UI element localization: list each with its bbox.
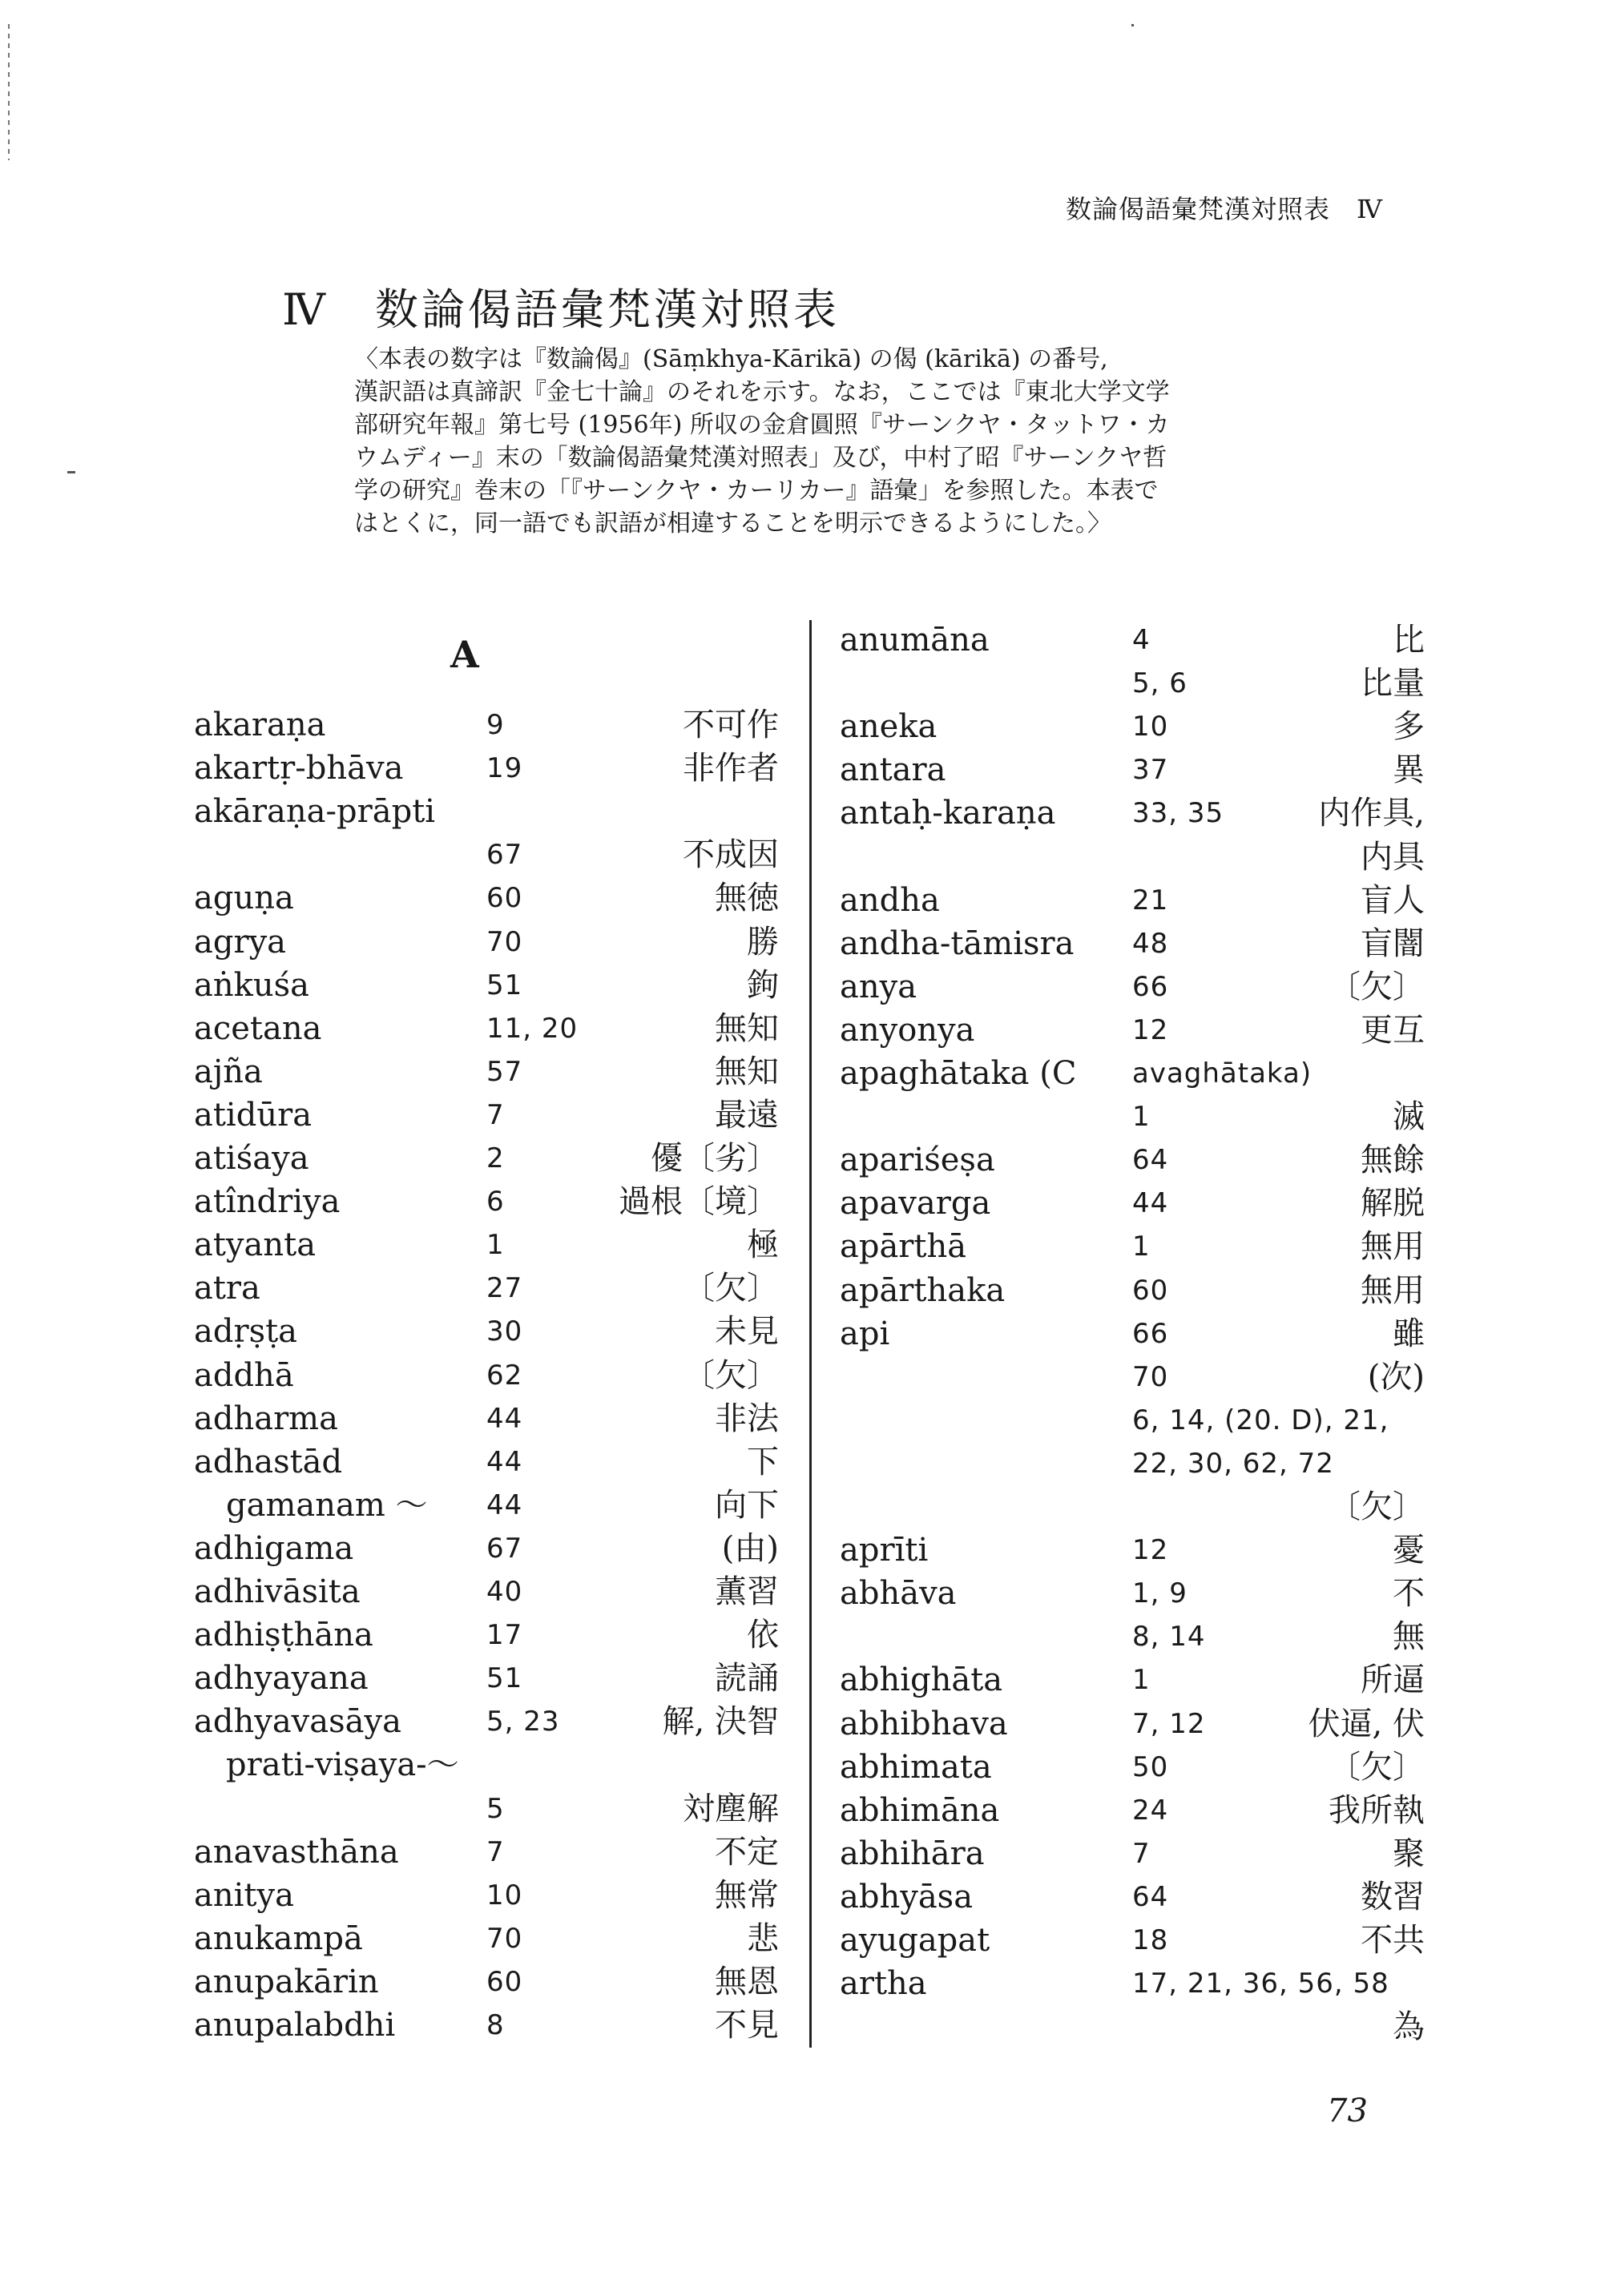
glossary-entry <box>194 703 779 747</box>
entry-term: adhigama <box>194 1529 354 1567</box>
entry-term: adhastād <box>194 1443 343 1480</box>
entry-chinese-gloss: 我所執 <box>1329 1791 1425 1829</box>
entry-chinese-gloss: 解, 決智 <box>662 1703 779 1741</box>
entry-verse-refs: 9 <box>486 709 505 741</box>
glossary-entry <box>840 1225 1425 1268</box>
entry-chinese-gloss: 伏逼, 伏 <box>1308 1705 1425 1742</box>
entry-term: anumāna <box>840 622 990 659</box>
glossary-entry <box>194 1484 779 1527</box>
entry-chinese-gloss: 盲闇 <box>1361 924 1425 962</box>
entry-chinese-gloss: 為 <box>1393 2008 1425 2046</box>
entry-verse-refs: 5, 23 <box>486 1706 560 1738</box>
entry-chinese-gloss: 聚 <box>1393 1835 1425 1872</box>
entry-chinese-gloss: 無餘 <box>1361 1142 1425 1179</box>
entry-verse-refs: 8 <box>486 2009 505 2041</box>
entry-verse-refs: 10 <box>486 1879 523 1911</box>
entry-term: artha <box>840 1965 927 2003</box>
entry-chinese-gloss: 鉤 <box>747 966 779 1004</box>
glossary-entry <box>194 1700 779 1743</box>
entry-chinese-gloss: 薫習 <box>715 1573 779 1610</box>
glossary-entry <box>194 876 779 920</box>
entry-verse-refs: 44 <box>1132 1187 1169 1220</box>
entry-chinese-gloss: 無 <box>1393 1618 1425 1656</box>
entry-verse-refs: 27 <box>486 1272 523 1305</box>
glossary-entry <box>840 1095 1425 1138</box>
glossary-entry <box>840 1572 1425 1615</box>
entry-verse-refs: 51 <box>486 1662 523 1695</box>
entry-term: apariśeṣa <box>840 1142 995 1179</box>
entry-chinese-gloss: 非法 <box>715 1400 779 1437</box>
scan-speck <box>1131 24 1134 26</box>
entry-chinese-gloss: 多 <box>1393 708 1425 746</box>
entry-term: addhā <box>194 1356 294 1394</box>
entry-verse-refs: 60 <box>486 882 523 915</box>
glossary-entry <box>194 747 779 790</box>
entry-verse-refs: 10 <box>1132 711 1169 743</box>
entry-verse-refs: 12 <box>1132 1013 1169 1046</box>
entry-verse-refs: 4 <box>1132 624 1151 656</box>
glossary-entry <box>840 922 1425 965</box>
entry-verse-refs: 7 <box>486 1098 505 1131</box>
glossary-entry <box>840 1009 1425 1052</box>
entry-term: aprīti <box>840 1532 929 1569</box>
glossary-entry <box>840 705 1425 748</box>
entry-verse-refs: 11, 20 <box>486 1012 579 1045</box>
entry-verse-refs: 1 <box>1132 1664 1151 1697</box>
entry-chinese-gloss: 向下 <box>715 1486 779 1524</box>
glossary-entry <box>194 1570 779 1613</box>
entry-verse-refs: 50 <box>1132 1750 1169 1783</box>
entry-term: atiśaya <box>194 1140 309 1177</box>
entry-chinese-gloss: 不可作 <box>683 707 779 743</box>
entry-chinese-gloss: 下 <box>747 1443 779 1480</box>
entry-verse-refs: 17 <box>486 1619 523 1652</box>
glossary-entry <box>194 1874 779 1917</box>
entry-chinese-gloss: 〔欠〕 <box>1329 1488 1425 1525</box>
entry-chinese-gloss: 不見 <box>715 2007 779 2044</box>
entry-chinese-gloss: 読誦 <box>715 1660 779 1698</box>
glossary-entry <box>840 792 1425 835</box>
glossary-entry <box>840 1962 1425 2005</box>
entry-verse-refs: 17, 21, 36, 56, 58 <box>1132 1968 1389 2000</box>
entry-chinese-gloss: 無徳 <box>715 880 779 917</box>
entry-chinese-gloss: 過根〔境〕 <box>619 1183 779 1221</box>
glossary-entry <box>840 1789 1425 1832</box>
glossary-entry <box>840 1875 1425 1919</box>
entry-term: adhivāsita <box>194 1573 361 1610</box>
entry-verse-refs: 12 <box>1132 1534 1169 1567</box>
entry-chinese-gloss: 対塵解 <box>683 1790 779 1827</box>
section-letter: A <box>450 633 479 676</box>
entry-term: anupalabdhi <box>194 2007 396 2044</box>
entry-chinese-gloss: 不共 <box>1361 1922 1425 1959</box>
entry-term: abhihāra <box>840 1835 985 1872</box>
intro-paragraph <box>354 343 1300 540</box>
glossary-entry <box>840 1702 1425 1746</box>
entry-chinese-gloss: (次) <box>1367 1358 1425 1396</box>
entry-chinese-gloss: 〔欠〕 <box>683 1270 779 1307</box>
intro-line: ウムディー』末の「数論偈語彙梵漢対照表」及び，中村了昭『サーンクヤ哲 <box>354 444 1167 472</box>
entry-chinese-gloss: 比 <box>1393 622 1425 659</box>
glossary-entry <box>194 2004 779 2047</box>
intro-line: 〈本表の数字は『数論偈』(Sāṃkhya-Kārikā) の偈 (kārikā) の番号, <box>354 345 1108 373</box>
glossary-entry <box>840 662 1425 705</box>
entry-verse-refs: 44 <box>486 1488 523 1521</box>
entry-term: adṛṣṭa <box>194 1313 298 1351</box>
glossary-entry <box>194 1354 779 1397</box>
entry-chinese-gloss: 非作者 <box>683 750 779 787</box>
entry-chinese-gloss: 無恩 <box>715 1963 779 2000</box>
entry-term: agrya <box>194 923 287 961</box>
glossary-entry <box>840 748 1425 792</box>
entry-chinese-gloss: 解脱 <box>1361 1185 1425 1223</box>
entry-verse-refs: 30 <box>486 1315 523 1348</box>
entry-verse-refs: 37 <box>1132 754 1169 787</box>
entry-verse-refs: 48 <box>1132 927 1169 960</box>
glossary-entry <box>840 1442 1425 1485</box>
entry-term: prati-viṣaya-～ <box>194 1746 459 1784</box>
entry-term: anupakārin <box>194 1963 379 2000</box>
entry-verse-refs: 60 <box>1132 1274 1169 1307</box>
entry-chinese-gloss: 極 <box>747 1227 779 1264</box>
entry-term: adhyayana <box>194 1660 369 1698</box>
column-divider <box>809 620 812 2048</box>
glossary-entry <box>194 1094 779 1137</box>
glossary-entry <box>194 920 779 964</box>
glossary-entry <box>840 1485 1425 1529</box>
entry-verse-refs: 1 <box>1132 1101 1151 1134</box>
glossary-entry <box>194 1657 779 1700</box>
entry-verse-refs: 70 <box>486 925 523 958</box>
glossary-entry <box>840 836 1425 879</box>
entry-chinese-gloss: 無用 <box>1361 1228 1425 1266</box>
page-title: Ⅳ 数論偈語彙梵漢対照表 <box>282 284 840 335</box>
entry-verse-refs: 6, 14, (20. D), 21, <box>1132 1404 1389 1436</box>
entry-chinese-gloss: 無用 <box>1361 1271 1425 1309</box>
entry-verse-refs: 1 <box>1132 1231 1151 1263</box>
entry-chinese-gloss: 比量 <box>1361 665 1425 703</box>
entry-verse-refs: 44 <box>486 1402 523 1435</box>
glossary-entry <box>840 1919 1425 1962</box>
glossary-entry <box>194 964 779 1007</box>
entry-verse-refs: 67 <box>486 839 523 872</box>
entry-verse-refs: 40 <box>486 1576 523 1608</box>
glossary-entry <box>840 1746 1425 1789</box>
entry-term: api <box>840 1315 890 1352</box>
entry-verse-refs: 8, 14 <box>1132 1621 1206 1654</box>
entry-chinese-gloss: 所逼 <box>1361 1662 1425 1699</box>
entry-verse-refs: 24 <box>1132 1794 1169 1827</box>
entry-chinese-gloss: 不定 <box>715 1833 779 1871</box>
glossary-entry <box>194 1137 779 1180</box>
entry-chinese-gloss: 〔欠〕 <box>1329 968 1425 1005</box>
entry-verse-refs: 7 <box>486 1835 505 1868</box>
intro-line: 学の研究』巻末の「『サーンクヤ・カーリカー』語彙」を参照した。本表で <box>354 477 1159 505</box>
glossary-entry <box>840 618 1425 662</box>
glossary-entry <box>194 1310 779 1353</box>
glossary-entry <box>194 1960 779 2004</box>
glossary-entry <box>840 1658 1425 1702</box>
glossary-entry <box>840 1182 1425 1225</box>
entry-term: apaghātaka (C <box>840 1055 1077 1092</box>
entry-term: aneka <box>840 708 938 746</box>
entry-verse-refs: 19 <box>486 752 523 785</box>
entry-verse-refs: 1 <box>486 1229 505 1262</box>
entry-term: antaḥ-karaṇa <box>840 795 1056 832</box>
entry-term: andha <box>840 881 940 919</box>
entry-chinese-gloss: 未見 <box>715 1313 779 1351</box>
entry-verse-refs: 7 <box>1132 1837 1151 1870</box>
entry-term: anya <box>840 968 917 1005</box>
entry-verse-refs: 5 <box>486 1792 505 1825</box>
glossary-entry <box>840 1052 1425 1095</box>
glossary-entry <box>840 1399 1425 1442</box>
glossary-entry <box>840 1615 1425 1658</box>
entry-term: abhibhava <box>840 1705 1008 1742</box>
entry-verse-refs: 33, 35 <box>1132 797 1224 830</box>
entry-term: atra <box>194 1270 260 1307</box>
entry-term: antara <box>840 751 946 789</box>
glossary-entry <box>840 1138 1425 1182</box>
glossary-entry <box>840 1269 1425 1312</box>
entry-chinese-gloss: 〔欠〕 <box>683 1356 779 1394</box>
entry-verse-refs: 67 <box>486 1532 523 1565</box>
entry-verse-refs: 66 <box>1132 1317 1169 1350</box>
glossary-entry <box>194 1440 779 1484</box>
glossary-entry <box>194 1050 779 1094</box>
intro-line: 漢訳語は真諦訳『金七十論』のそれを示す。なお，ここでは『東北大学文学 <box>354 378 1170 406</box>
entry-term: ajña <box>194 1053 263 1090</box>
entry-chinese-gloss: 優〔劣〕 <box>651 1140 779 1177</box>
entry-term: atîndriya <box>194 1183 341 1221</box>
entry-term: abhāva <box>840 1575 957 1613</box>
entry-term: gamanam ～ <box>194 1486 428 1524</box>
glossary-entry <box>194 790 779 833</box>
entry-verse-refs: 1, 9 <box>1132 1577 1188 1610</box>
entry-term: atyanta <box>194 1227 317 1264</box>
entry-chinese-gloss: 無常 <box>715 1876 779 1914</box>
entry-term: apārthā <box>840 1228 967 1266</box>
glossary-entry <box>840 2005 1425 2048</box>
glossary-entry <box>840 1529 1425 1572</box>
intro-line: 部研究年報』第七号 (1956年) 所収の金倉圓照『サーンクヤ・タットワ・カ <box>354 411 1170 439</box>
entry-verse-refs: 57 <box>486 1055 523 1088</box>
glossary-entry <box>194 1397 779 1440</box>
entry-verse-refs: 7, 12 <box>1132 1707 1206 1740</box>
entry-verse-refs: 5, 6 <box>1132 667 1188 700</box>
glossary-entry <box>194 1831 779 1874</box>
entry-verse-refs: 51 <box>486 969 523 1001</box>
entry-verse-refs: 18 <box>1132 1924 1169 1956</box>
entry-term: adhiṣṭhāna <box>194 1617 373 1654</box>
entry-chinese-gloss: 無知 <box>715 1053 779 1090</box>
entry-term: aguṇa <box>194 880 294 917</box>
entry-term: akartṛ-bhāva <box>194 750 404 787</box>
intro-line: はとくに，同一語でも訳語が相違することを明示できるようにした。〉 <box>354 510 1111 538</box>
glossary-entry <box>840 879 1425 922</box>
scan-speck <box>67 471 75 473</box>
entry-chinese-gloss: 不 <box>1393 1575 1425 1613</box>
entry-term: apavarga <box>840 1185 991 1223</box>
entry-term: abhimata <box>840 1748 992 1786</box>
entry-chinese-gloss: 異 <box>1393 751 1425 789</box>
margin-scan-mark <box>8 24 10 160</box>
entry-term: anavasthāna <box>194 1833 399 1871</box>
entry-verse-refs: 62 <box>486 1359 523 1392</box>
entry-term: adhyavasāya <box>194 1703 401 1741</box>
entry-term: atidūra <box>194 1096 313 1134</box>
entry-term: akāraṇa-prāpti <box>194 793 436 831</box>
glossary-entry <box>840 1832 1425 1875</box>
glossary-entry <box>840 965 1425 1009</box>
entry-chinese-gloss: 悲 <box>747 1919 779 1957</box>
entry-term: abhighāta <box>840 1662 1003 1699</box>
entry-term: adharma <box>194 1400 338 1437</box>
entry-chinese-gloss: 盲人 <box>1361 881 1425 919</box>
glossary-entry <box>194 1007 779 1050</box>
glossary-entry <box>194 1613 779 1657</box>
entry-chinese-gloss: 数習 <box>1361 1878 1425 1915</box>
entry-verse-refs: 70 <box>486 1922 523 1955</box>
entry-chinese-gloss: 滅 <box>1393 1098 1425 1136</box>
glossary-entry <box>194 1180 779 1223</box>
entry-verse-refs: avaghātaka) <box>1132 1057 1313 1090</box>
glossary-entry <box>194 1787 779 1831</box>
entry-verse-refs: 66 <box>1132 970 1169 1003</box>
entry-term: anukampā <box>194 1919 363 1957</box>
entry-verse-refs: 2 <box>486 1142 505 1174</box>
entry-chinese-gloss: 最遠 <box>715 1096 779 1134</box>
glossary-entry <box>194 1267 779 1310</box>
entry-term: anitya <box>194 1876 294 1914</box>
glossary-entry <box>194 1527 779 1570</box>
entry-chinese-gloss: 依 <box>747 1617 779 1654</box>
entry-chinese-gloss: 不成因 <box>683 836 779 874</box>
entry-verse-refs: 70 <box>1132 1360 1169 1393</box>
running-head: 数論偈語彙梵漢対照表 Ⅳ <box>1066 194 1383 224</box>
glossary-entry <box>194 1223 779 1267</box>
entry-verse-refs: 64 <box>1132 1144 1169 1177</box>
entry-term: akaraṇa <box>194 707 326 743</box>
entry-term: apārthaka <box>840 1271 1006 1309</box>
entry-term: abhyāsa <box>840 1878 974 1915</box>
entry-term: andha-tāmisra <box>840 924 1075 962</box>
entry-chinese-gloss: 内作具, <box>1318 795 1425 832</box>
entry-chinese-gloss: 無知 <box>715 1009 779 1047</box>
entry-verse-refs: 21 <box>1132 884 1169 916</box>
entry-verse-refs: 22, 30, 62, 72 <box>1132 1447 1334 1480</box>
entry-chinese-gloss: 更互 <box>1361 1011 1425 1049</box>
glossary-entry <box>194 833 779 876</box>
entry-term: acetana <box>194 1009 322 1047</box>
entry-term: anyonya <box>840 1011 975 1049</box>
glossary-entry <box>194 1743 779 1786</box>
entry-chinese-gloss: (由) <box>721 1529 779 1567</box>
entry-chinese-gloss: 憂 <box>1393 1532 1425 1569</box>
entry-term: abhimāna <box>840 1791 1000 1829</box>
entry-chinese-gloss: 雖 <box>1393 1315 1425 1352</box>
entry-term: aṅkuśa <box>194 966 309 1004</box>
glossary-entry <box>194 1917 779 1960</box>
entry-verse-refs: 64 <box>1132 1880 1169 1913</box>
page-number: 73 <box>1327 2093 1368 2129</box>
entry-verse-refs: 44 <box>486 1445 523 1478</box>
entry-verse-refs: 60 <box>486 1965 523 1998</box>
entry-verse-refs: 6 <box>486 1186 505 1218</box>
entry-term: ayugapat <box>840 1922 990 1959</box>
glossary-entry <box>840 1355 1425 1399</box>
entry-chinese-gloss: 勝 <box>747 923 779 961</box>
entry-chinese-gloss: 内具 <box>1361 838 1425 876</box>
glossary-entry <box>840 1312 1425 1355</box>
entry-chinese-gloss: 〔欠〕 <box>1329 1748 1425 1786</box>
